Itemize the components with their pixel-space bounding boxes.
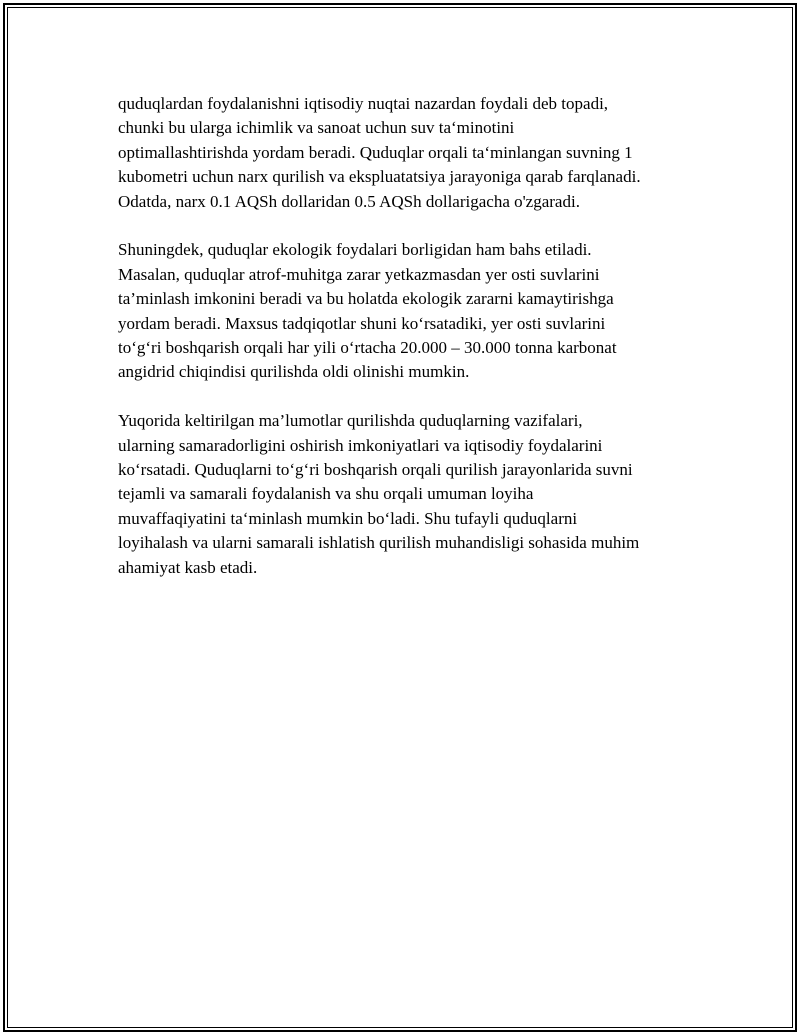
text-line: Yuqorida keltirilgan ma’lumotlar qurilishda quduqlarning vazifalari, — [118, 411, 583, 431]
text-line: ko‘rsatadi. Quduqlarni to‘g‘ri boshqarish orqali qurilish jarayonlarida suvni — [118, 460, 633, 480]
text-line: angidrid chiqindisi qurilishda oldi olinishi mumkin. — [118, 362, 470, 382]
paragraph-1 — [118, 92, 698, 214]
text-line: ahamiyat kasb etadi. — [118, 557, 258, 577]
text-line: Shuningdek, quduqlar ekologik foydalari borligidan ham bahs etiladi. — [118, 240, 592, 260]
document-body — [118, 92, 698, 604]
text-line: to‘g‘ri boshqarish orqali har yili o‘rtacha 20.000 – 30.000 tonna karbonat — [118, 338, 617, 358]
text-line: muvaffaqiyatini ta‘minlash mumkin bo‘ladi. Shu tufayli quduqlarni — [118, 508, 578, 528]
text-line: Odatda, narx 0.1 AQSh dollaridan 0.5 AQSh dollarigacha o'zgaradi. — [118, 191, 580, 211]
text-line: Masalan, quduqlar atrof-muhitga zarar yetkazmasdan yer osti suvlarini — [118, 264, 600, 284]
text-line: ularning samaradorligini oshirish imkoniyatlari va iqtisodiy foydalarini — [118, 435, 603, 455]
text-line: quduqlardan foydalanishni iqtisodiy nuqtai nazardan foydali deb topadi, — [118, 94, 609, 113]
text-line: tejamli va samarali foydalanish va shu orqali umuman loyiha — [118, 484, 534, 504]
paragraph-2 — [118, 238, 698, 384]
text-line: chunki bu ularga ichimlik va sanoat uchun suv ta‘minotini — [118, 118, 515, 138]
text-line: loyihalash va ularni samarali ishlatish qurilish muhandisligi sohasida muhim — [118, 533, 640, 553]
text-line: ta’minlash imkonini beradi va bu holatda ekologik zararni kamaytirishga — [118, 289, 614, 309]
text-line: yordam beradi. Maxsus tadqiqotlar shuni ko‘rsatadiki, yer osti suvlarini — [118, 313, 606, 333]
paragraph-3 — [118, 409, 698, 580]
text-line: optimallashtirishda yordam beradi. Quduqlar orqali ta‘minlangan suvning 1 — [118, 142, 633, 162]
text-line: kubometri uchun narx qurilish va ekspluatatsiya jarayoniga qarab farqlanadi. — [118, 167, 641, 187]
